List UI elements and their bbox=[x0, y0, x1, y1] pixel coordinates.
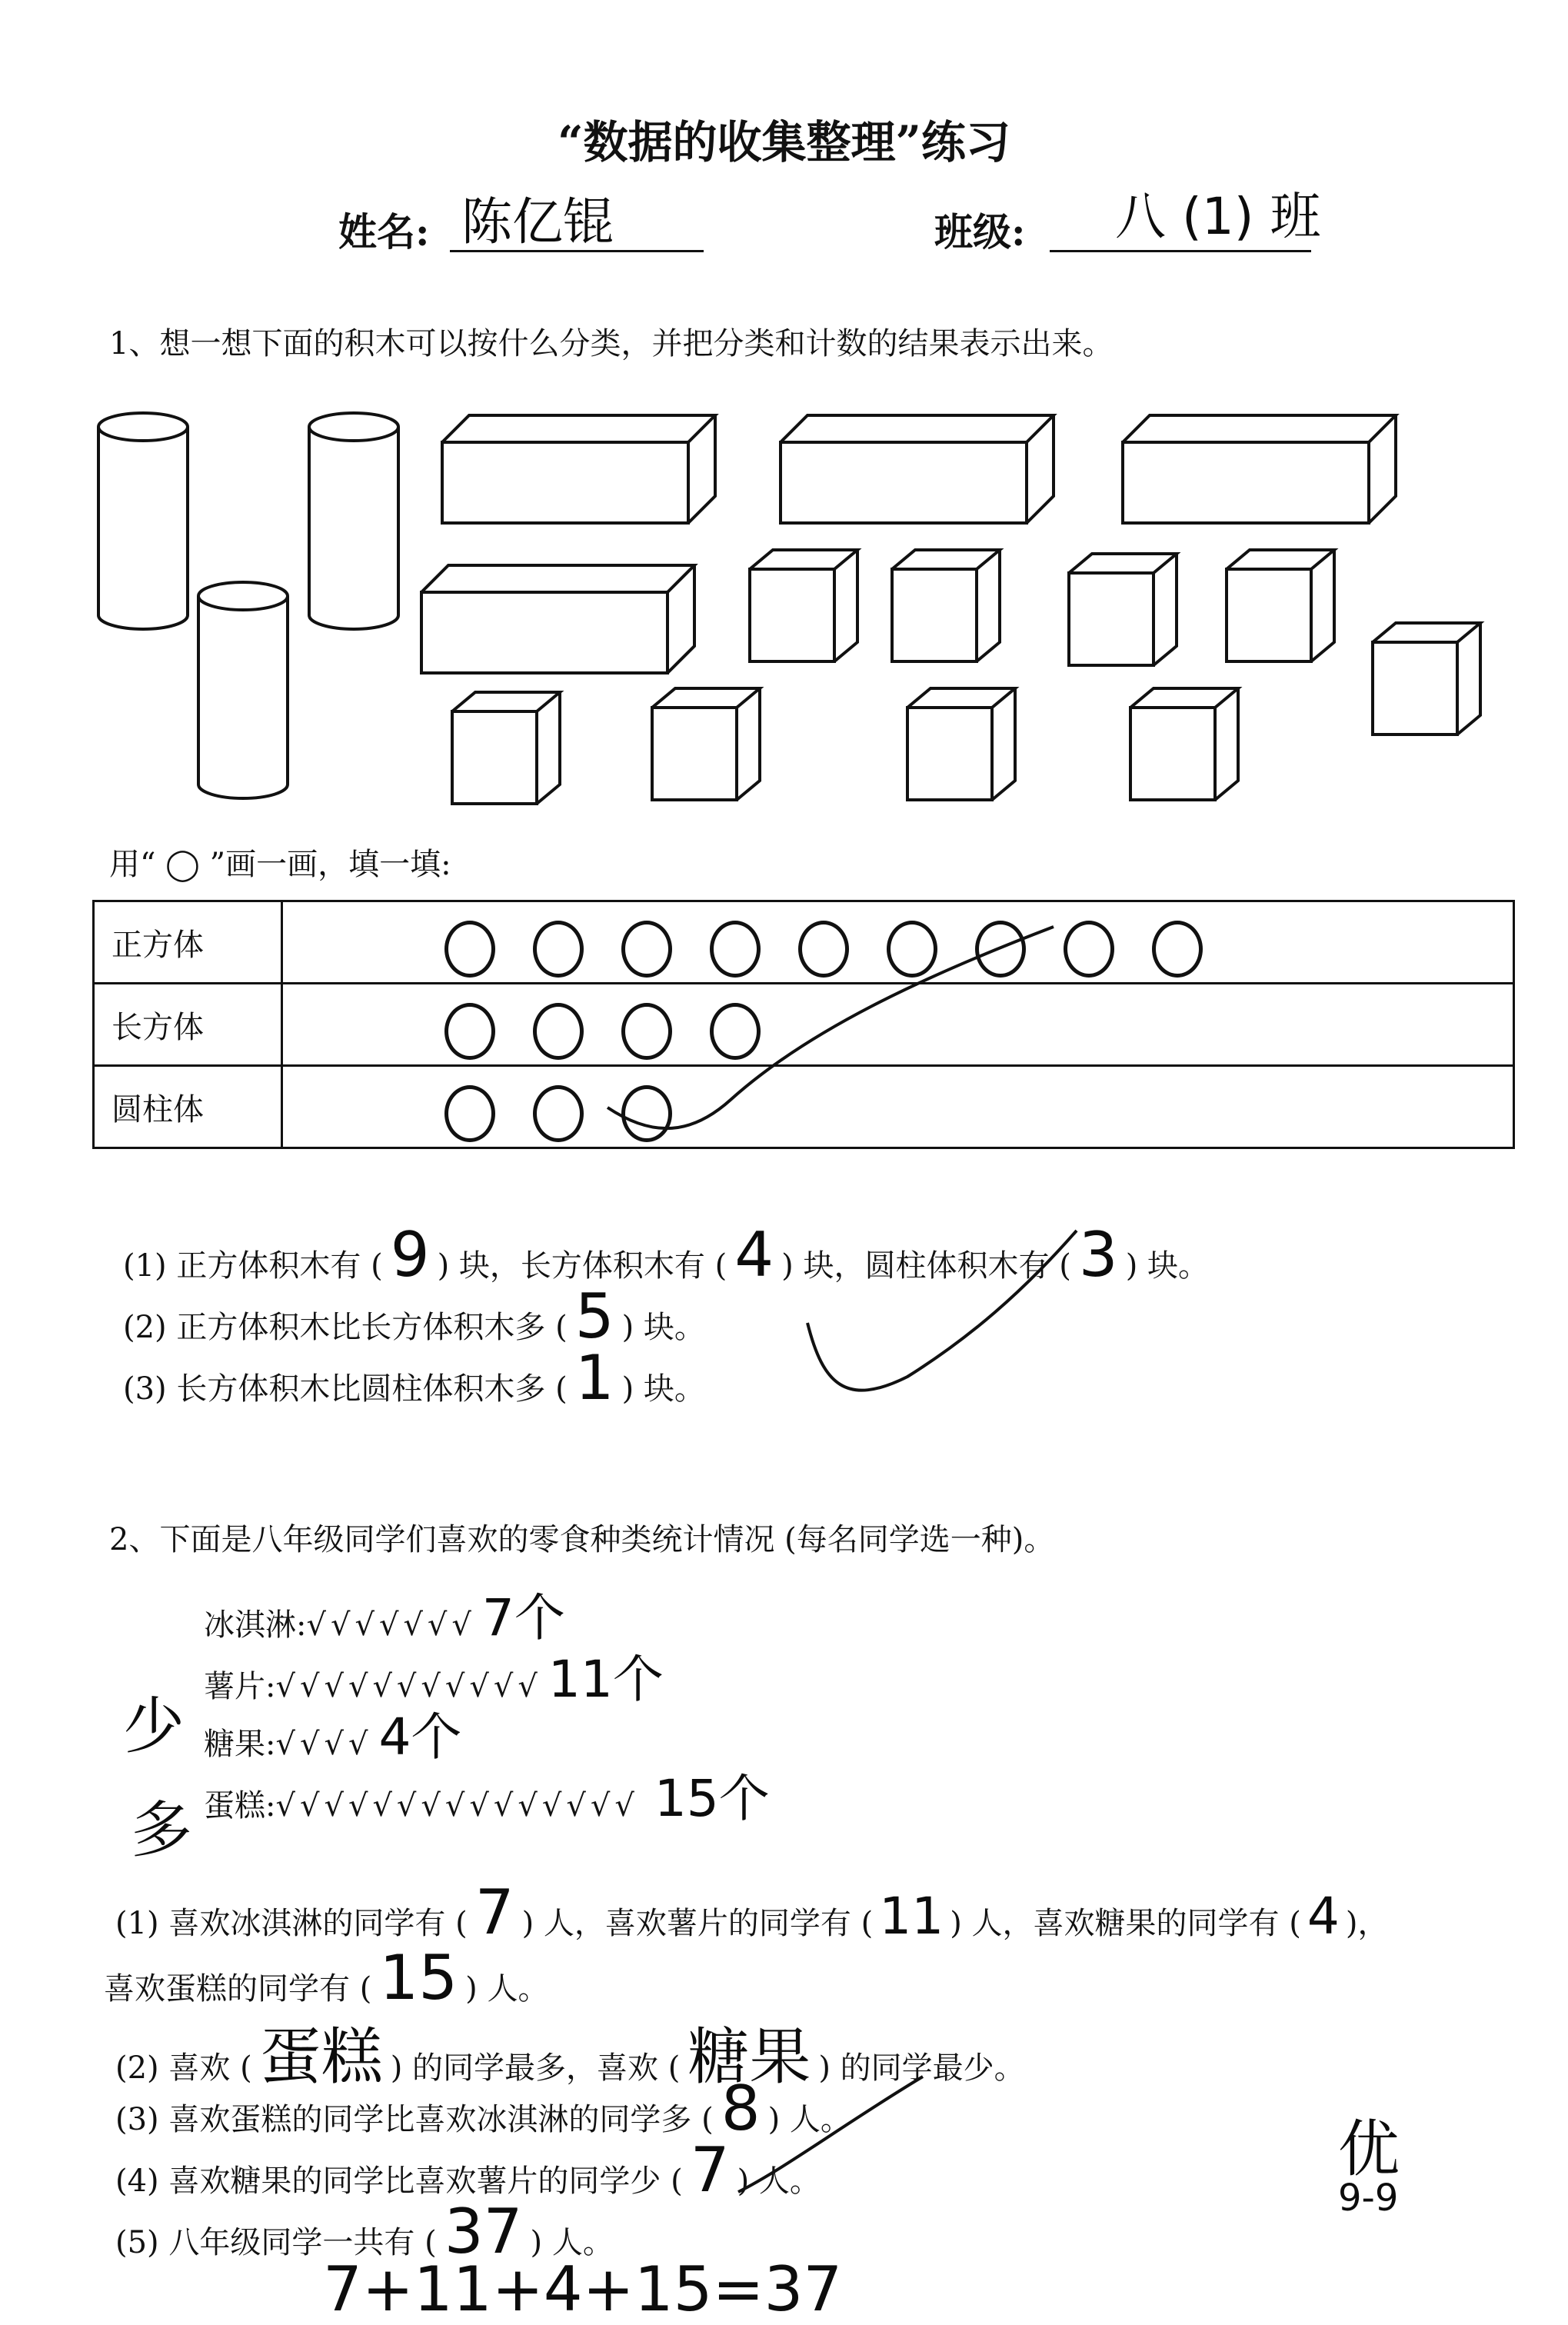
grade-score: 9-9 bbox=[1338, 2177, 1399, 2220]
grade-mark: 优 bbox=[1338, 2113, 1400, 2185]
q2-sub3-text-a: (3) 喜欢蛋糕的同学比喜欢冰淇淋的同学多 ( bbox=[115, 2102, 714, 2137]
tally-chips-note: 11个 bbox=[548, 1650, 664, 1709]
q1-sub3-text-b: ) 块。 bbox=[621, 1371, 705, 1407]
row-label-cuboid: 长方体 bbox=[94, 984, 282, 1066]
drawn-circle bbox=[621, 1085, 672, 1142]
tally-icecream-label: 冰淇淋: bbox=[204, 1607, 307, 1643]
q1-sub1-answer-cuboid: 4 bbox=[734, 1219, 774, 1291]
class-handwritten: 八 (1) 班 bbox=[1115, 187, 1321, 246]
name-label: 姓名: bbox=[338, 209, 430, 255]
q2-sub1b-text-a: 喜欢蛋糕的同学有 ( bbox=[104, 1971, 372, 2007]
page-title: “数据的收集整理”练习 bbox=[558, 116, 1010, 168]
classification-table bbox=[92, 900, 1515, 1149]
drawn-circle bbox=[887, 921, 937, 978]
q1-sub1-answer-cube: 9 bbox=[390, 1219, 430, 1291]
drawn-circle bbox=[975, 921, 1026, 978]
cube-3 bbox=[1069, 554, 1177, 665]
drawn-circle bbox=[444, 1085, 495, 1142]
drawn-circle bbox=[621, 921, 672, 978]
q2-sub2-text-a: (2) 喜欢 ( bbox=[115, 2050, 252, 2086]
drawn-circle bbox=[444, 921, 495, 978]
q2-sub2-answer-least: 糖果 bbox=[687, 2021, 811, 2093]
margin-note-many: 多 bbox=[131, 1794, 192, 1866]
q2-sub1-answer-chips: 11 bbox=[879, 1887, 944, 1946]
q2-sub1b bbox=[104, 1942, 548, 2014]
tally-icecream-ticks: √√√√√√√ bbox=[306, 1607, 476, 1643]
q2-sub5-answer: 37 bbox=[444, 2196, 523, 2267]
class-label: 班级: bbox=[934, 209, 1026, 255]
cube-8 bbox=[907, 688, 1015, 800]
drawn-circle bbox=[710, 1003, 761, 1060]
q2-sub1-text-a: (1) 喜欢冰淇淋的同学有 ( bbox=[115, 1906, 468, 1941]
row-circles-cylinder bbox=[282, 1066, 1514, 1148]
tally-cake-note: 15个 bbox=[654, 1769, 770, 1828]
q2-sub1-answer-icecream: 7 bbox=[474, 1877, 514, 1948]
cuboid-3 bbox=[1123, 415, 1396, 523]
tally-candy-label: 糖果: bbox=[204, 1727, 276, 1762]
calculation-work: 7+11+4+15=37 bbox=[323, 2253, 843, 2325]
drawn-circle bbox=[621, 1003, 672, 1060]
q2-sub1-text-c: ) 人，喜欢糖果的同学有 ( bbox=[950, 1906, 1301, 1941]
q2-sub5-text-b: ) 人。 bbox=[530, 2225, 614, 2260]
tally-cake-label: 蛋糕: bbox=[204, 1788, 276, 1824]
margin-note-few: 少 bbox=[123, 1690, 185, 1762]
q1-sub2-text-a: (2) 正方体积木比长方体积木多 ( bbox=[123, 1310, 568, 1345]
q1-instruction: 用“ ◯ ”画一画，填一填: bbox=[109, 847, 451, 882]
drawn-circle bbox=[710, 921, 761, 978]
q1-sub2-answer: 5 bbox=[574, 1281, 614, 1352]
q2-sub4-text-b: ) 人。 bbox=[737, 2163, 821, 2199]
cube-9 bbox=[1130, 688, 1238, 800]
q2-sub2-answer-most: 蛋糕 bbox=[259, 2021, 383, 2093]
drawn-circle bbox=[1064, 921, 1114, 978]
q2-sub2-text-c: ) 的同学最少。 bbox=[818, 2050, 1025, 2086]
q2-sub1b-text-b: ) 人。 bbox=[465, 1971, 549, 2007]
cube-5 bbox=[1373, 623, 1480, 734]
cylinder-2 bbox=[309, 413, 398, 629]
cube-7 bbox=[652, 688, 760, 800]
tally-candy-ticks: √√√√ bbox=[275, 1727, 373, 1762]
q2-sub3-text-b: ) 人。 bbox=[767, 2102, 851, 2137]
q1-sub1-text-a: (1) 正方体积木有 ( bbox=[123, 1248, 383, 1284]
q2-prompt: 2、下面是八年级同学们喜欢的零食种类统计情况 (每名同学选一种)。 bbox=[109, 1522, 1055, 1557]
q2-sub2-text-b: ) 的同学最多，喜欢 ( bbox=[390, 2050, 681, 2086]
q2-sub1-text-d: )， bbox=[1345, 1906, 1389, 1941]
tally-candy-note: 4个 bbox=[378, 1707, 462, 1767]
q1-sub2-text-b: ) 块。 bbox=[621, 1310, 705, 1345]
q1-sub3-answer: 1 bbox=[574, 1342, 614, 1414]
q1-sub3 bbox=[123, 1342, 705, 1414]
tally-icecream-note: 7个 bbox=[481, 1588, 565, 1647]
cube-6 bbox=[452, 692, 560, 804]
q1-prompt: 1、想一想下面的积木可以按什么分类，并把分类和计数的结果表示出来。 bbox=[109, 326, 1114, 361]
q1-sub1-text-d: ) 块。 bbox=[1125, 1248, 1210, 1284]
cylinder-1 bbox=[98, 413, 188, 629]
q2-sub4-answer: 7 bbox=[690, 2134, 730, 2206]
row-circles-cuboid bbox=[282, 984, 1514, 1066]
drawn-circle bbox=[444, 1003, 495, 1060]
row-circles-cube bbox=[282, 901, 1514, 984]
cube-4 bbox=[1227, 550, 1334, 661]
row-label-cylinder: 圆柱体 bbox=[94, 1066, 282, 1148]
q1-sub1-text-b: ) 块，长方体积木有 ( bbox=[437, 1248, 727, 1284]
cuboid-2 bbox=[781, 415, 1054, 523]
drawn-circle bbox=[533, 921, 584, 978]
tally-chips-ticks: √√√√√√√√√√√ bbox=[275, 1669, 542, 1704]
q2-sub1 bbox=[115, 1877, 1388, 1948]
q2-sub5-text-a: (5) 八年级同学一共有 ( bbox=[115, 2225, 437, 2260]
q1-sub3-text-a: (3) 长方体积木比圆柱体积木多 ( bbox=[123, 1371, 568, 1407]
q2-sub1-text-b: ) 人，喜欢薯片的同学有 ( bbox=[521, 1906, 874, 1941]
cuboid-1 bbox=[442, 415, 715, 523]
drawn-circle bbox=[1152, 921, 1203, 978]
tally-cake-ticks: √√√√√√√√√√√√√√√ bbox=[275, 1788, 639, 1824]
tally-cake bbox=[204, 1757, 770, 1830]
q2-sub4-text-a: (4) 喜欢糖果的同学比喜欢薯片的同学少 ( bbox=[115, 2163, 683, 2199]
name-handwritten: 陈亿锟 bbox=[461, 192, 614, 251]
drawn-circle bbox=[798, 921, 849, 978]
tally-chips-label: 薯片: bbox=[204, 1669, 276, 1704]
q1-sub1-answer-cylinder: 3 bbox=[1078, 1219, 1118, 1291]
q2-sub1-answer-candy: 4 bbox=[1307, 1887, 1340, 1946]
q2-sub3-answer: 8 bbox=[721, 2073, 761, 2144]
q1-sub1-text-c: ) 块，圆柱体积木有 ( bbox=[781, 1248, 1071, 1284]
row-label-cube: 正方体 bbox=[94, 901, 282, 984]
drawn-circle bbox=[533, 1085, 584, 1142]
cuboid-4 bbox=[421, 565, 694, 673]
q2-sub1b-answer-cake: 15 bbox=[379, 1942, 458, 2014]
cube-1 bbox=[750, 550, 857, 661]
drawn-circle bbox=[533, 1003, 584, 1060]
cube-2 bbox=[892, 550, 1000, 661]
cylinder-3 bbox=[198, 582, 288, 798]
